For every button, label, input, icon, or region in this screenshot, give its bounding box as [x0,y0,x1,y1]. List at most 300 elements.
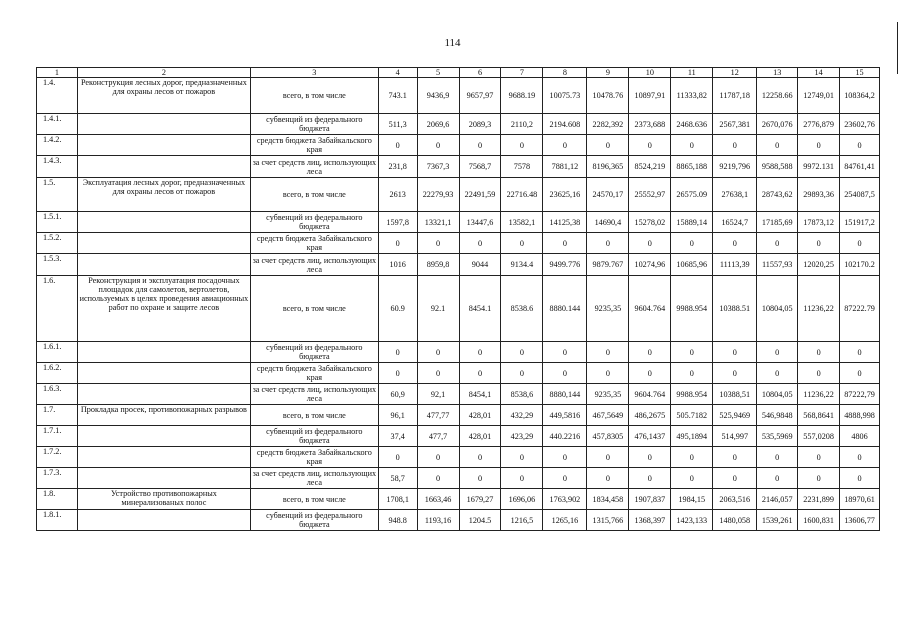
value-cell: 9988.954 [671,276,713,342]
value-cell: 9219,796 [713,156,757,178]
row-code: 1.5.2. [37,233,78,254]
value-cell: 0 [378,135,417,156]
value-cell: 0 [417,342,459,363]
value-cell: 0 [417,233,459,254]
value-cell: 449,5816 [543,405,587,426]
value-cell: 0 [671,135,713,156]
value-cell: 0 [587,342,629,363]
value-cell: 108364,2 [840,78,880,114]
value-cell: 1663,46 [417,489,459,510]
value-cell: 10804,05 [757,276,798,342]
value-cell: 11113,39 [713,254,757,276]
value-cell: 0 [459,363,501,384]
row-code: 1.6.3. [37,384,78,405]
page-number: 114 [444,37,461,49]
value-cell: 0 [840,135,880,156]
value-cell: 0 [459,135,501,156]
column-number-header: 1 [37,68,78,78]
value-cell: 2776,879 [798,114,840,135]
measure-name [77,468,250,489]
table-row [37,114,880,135]
value-cell: 428,01 [459,405,501,426]
value-cell: 2468.636 [671,114,713,135]
value-cell: 0 [713,468,757,489]
value-cell: 28743,62 [757,178,798,212]
value-cell: 0 [671,468,713,489]
row-code: 1.4. [37,78,78,114]
margin-edge-line [897,22,898,74]
value-cell: 0 [629,363,671,384]
row-code: 1.4.2. [37,135,78,156]
value-cell: 7578 [501,156,543,178]
value-cell: 1204.5 [459,510,501,531]
value-cell: 2110,2 [501,114,543,135]
measure-name [77,363,250,384]
table-row [37,156,880,178]
value-cell: 12020,25 [798,254,840,276]
value-cell: 9688.19 [501,78,543,114]
funding-source: средств бюджета Забайкальского края [250,233,378,254]
value-cell: 9604.764 [629,276,671,342]
value-cell: 0 [501,135,543,156]
value-cell: 7881,12 [543,156,587,178]
value-cell: 10388.51 [713,276,757,342]
value-cell: 0 [459,468,501,489]
value-cell: 1423,133 [671,510,713,531]
row-code: 1.6.2. [37,363,78,384]
funding-source: субвенций из федерального бюджета [250,212,378,233]
value-cell: 495,1894 [671,426,713,447]
measure-name [77,114,250,135]
funding-source: субвенций из федерального бюджета [250,114,378,135]
value-cell: 0 [587,135,629,156]
value-cell: 1016 [378,254,417,276]
row-code: 1.5.3. [37,254,78,276]
value-cell: 9604.764 [629,384,671,405]
funding-source: всего, в том числе [250,276,378,342]
value-cell: 9988.954 [671,384,713,405]
value-cell: 0 [543,363,587,384]
value-cell: 9879.767 [587,254,629,276]
value-cell: 0 [629,468,671,489]
column-number-header: 7 [501,68,543,78]
value-cell: 0 [713,363,757,384]
value-cell: 2231,899 [798,489,840,510]
value-cell: 0 [840,233,880,254]
value-cell: 231,8 [378,156,417,178]
value-cell: 0 [840,447,880,468]
value-cell: 7568,7 [459,156,501,178]
row-code: 1.7.3. [37,468,78,489]
value-cell: 17185,69 [757,212,798,233]
measure-name: Реконструкция и эксплуатация посадочных площадок для самолетов, вертолетов, используемых в целях проведения авиационных работ по охране и защите лесов [77,276,250,342]
value-cell: 9588,588 [757,156,798,178]
value-cell: 13447,6 [459,212,501,233]
column-number-header: 14 [798,68,840,78]
value-cell: 743.1 [378,78,417,114]
value-cell: 2089,3 [459,114,501,135]
value-cell: 1984,15 [671,489,713,510]
value-cell: 0 [378,363,417,384]
table-row [37,342,880,363]
value-cell: 432,29 [501,405,543,426]
value-cell: 0 [798,468,840,489]
value-cell: 15278,02 [629,212,671,233]
value-cell: 27638,1 [713,178,757,212]
funding-source: средств бюджета Забайкальского края [250,363,378,384]
value-cell: 0 [840,363,880,384]
funding-source: средств бюджета Забайкальского края [250,447,378,468]
value-cell: 9235,35 [587,384,629,405]
value-cell: 0 [671,447,713,468]
row-code: 1.4.1. [37,114,78,135]
funding-source: субвенций из федерального бюджета [250,342,378,363]
table-row [37,468,880,489]
value-cell: 10804,05 [757,384,798,405]
value-cell: 477,7 [417,426,459,447]
value-cell: 2373,688 [629,114,671,135]
value-cell: 511,3 [378,114,417,135]
value-cell: 2613 [378,178,417,212]
value-cell: 0 [378,447,417,468]
value-cell: 477,77 [417,405,459,426]
value-cell: 24570,17 [587,178,629,212]
value-cell: 557,0208 [798,426,840,447]
value-cell: 1679,27 [459,489,501,510]
value-cell: 0 [543,135,587,156]
measure-name: Эксплуатация лесных дорог, предназначенных для охраны лесов от пожаров [77,178,250,212]
value-cell: 29893,36 [798,178,840,212]
table-row [37,363,880,384]
value-cell: 0 [671,342,713,363]
column-number-header: 4 [378,68,417,78]
table-row [37,135,880,156]
value-cell: 0 [798,135,840,156]
value-cell: 0 [417,468,459,489]
value-cell: 1597,8 [378,212,417,233]
table-row [37,489,880,510]
value-cell: 10478.76 [587,78,629,114]
value-cell: 0 [757,447,798,468]
value-cell: 0 [501,447,543,468]
value-cell: 0 [840,468,880,489]
value-cell: 13582,1 [501,212,543,233]
value-cell: 1368,397 [629,510,671,531]
row-code: 1.8.1. [37,510,78,531]
value-cell: 8196,365 [587,156,629,178]
funding-source: субвенций из федерального бюджета [250,426,378,447]
value-cell: 467,5649 [587,405,629,426]
value-cell: 0 [587,447,629,468]
measure-name [77,254,250,276]
value-cell: 8454,1 [459,384,501,405]
funding-source: за счет средств лиц, использующих леса [250,156,378,178]
value-cell: 0 [501,363,543,384]
value-cell: 254087,5 [840,178,880,212]
value-cell: 11333,82 [671,78,713,114]
value-cell: 8524,219 [629,156,671,178]
value-cell: 1265,16 [543,510,587,531]
value-cell: 0 [629,135,671,156]
value-cell: 0 [417,135,459,156]
value-cell: 423,29 [501,426,543,447]
value-cell: 1763,902 [543,489,587,510]
value-cell: 0 [459,233,501,254]
column-number-header: 2 [77,68,250,78]
budget-table [36,67,880,531]
value-cell: 9657,97 [459,78,501,114]
table-row [37,426,880,447]
value-cell: 1216,5 [501,510,543,531]
value-cell: 2282,392 [587,114,629,135]
value-cell: 0 [757,468,798,489]
value-cell: 11236,22 [798,276,840,342]
value-cell: 8538.6 [501,276,543,342]
value-cell: 1708,1 [378,489,417,510]
table-row [37,178,880,212]
value-cell: 0 [840,342,880,363]
value-cell: 476,1437 [629,426,671,447]
value-cell: 8959,8 [417,254,459,276]
value-cell: 0 [671,363,713,384]
value-cell: 1907,837 [629,489,671,510]
value-cell: 0 [757,233,798,254]
table-header-row [37,68,880,78]
value-cell: 11787,18 [713,78,757,114]
column-number-header: 6 [459,68,501,78]
value-cell: 60,9 [378,384,417,405]
value-cell: 58,7 [378,468,417,489]
value-cell: 525,9469 [713,405,757,426]
funding-source: за счет средств лиц, использующих леса [250,254,378,276]
value-cell: 23602,76 [840,114,880,135]
value-cell: 1480,058 [713,510,757,531]
measure-name [77,342,250,363]
value-cell: 37,4 [378,426,417,447]
measure-name [77,233,250,254]
funding-source: субвенций из федерального бюджета [250,510,378,531]
row-code: 1.4.3. [37,156,78,178]
value-cell: 0 [501,342,543,363]
value-cell: 10274,96 [629,254,671,276]
value-cell: 14690,4 [587,212,629,233]
value-cell: 1193,16 [417,510,459,531]
column-number-header: 8 [543,68,587,78]
value-cell: 8538,6 [501,384,543,405]
value-cell: 1315,766 [587,510,629,531]
value-cell: 16524,7 [713,212,757,233]
column-number-header: 10 [629,68,671,78]
column-number-header: 13 [757,68,798,78]
value-cell: 0 [459,342,501,363]
value-cell: 0 [501,468,543,489]
funding-source: всего, в том числе [250,78,378,114]
value-cell: 0 [587,363,629,384]
value-cell: 0 [713,447,757,468]
value-cell: 440.2216 [543,426,587,447]
value-cell: 10685,96 [671,254,713,276]
funding-source: всего, в том числе [250,489,378,510]
value-cell: 0 [671,233,713,254]
value-cell: 9044 [459,254,501,276]
value-cell: 84761,41 [840,156,880,178]
row-code: 1.7.1. [37,426,78,447]
table-row [37,384,880,405]
value-cell: 8454.1 [459,276,501,342]
value-cell: 1539,261 [757,510,798,531]
value-cell: 2069,6 [417,114,459,135]
measure-name [77,212,250,233]
row-code: 1.8. [37,489,78,510]
value-cell: 0 [713,342,757,363]
value-cell: 9436,9 [417,78,459,114]
value-cell: 4806 [840,426,880,447]
value-cell: 12258.66 [757,78,798,114]
value-cell: 0 [587,468,629,489]
value-cell: 0 [378,342,417,363]
value-cell: 0 [587,233,629,254]
column-number-header: 5 [417,68,459,78]
measure-name [77,156,250,178]
value-cell: 568,8641 [798,405,840,426]
value-cell: 92.1 [417,276,459,342]
value-cell: 23625,16 [543,178,587,212]
table-row [37,254,880,276]
table-row [37,78,880,114]
value-cell: 0 [543,342,587,363]
value-cell: 22491,59 [459,178,501,212]
value-cell: 10897,91 [629,78,671,114]
column-number-header: 12 [713,68,757,78]
value-cell: 60.9 [378,276,417,342]
value-cell: 2194.608 [543,114,587,135]
column-number-header: 11 [671,68,713,78]
measure-name: Прокладка просек, противопожарных разрывов [77,405,250,426]
value-cell: 0 [798,447,840,468]
value-cell: 457,8305 [587,426,629,447]
value-cell: 486,2675 [629,405,671,426]
table-row [37,276,880,342]
value-cell: 22716.48 [501,178,543,212]
funding-source: за счет средств лиц, использующих леса [250,384,378,405]
value-cell: 0 [713,135,757,156]
value-cell: 0 [757,363,798,384]
value-cell: 1834,458 [587,489,629,510]
value-cell: 151917,2 [840,212,880,233]
value-cell: 9499.776 [543,254,587,276]
value-cell: 13321,1 [417,212,459,233]
value-cell: 0 [459,447,501,468]
value-cell: 0 [757,342,798,363]
value-cell: 2063,516 [713,489,757,510]
value-cell: 0 [757,135,798,156]
column-number-header: 3 [250,68,378,78]
value-cell: 0 [798,342,840,363]
value-cell: 9235,35 [587,276,629,342]
funding-source: всего, в том числе [250,178,378,212]
value-cell: 0 [713,233,757,254]
value-cell: 10388,51 [713,384,757,405]
value-cell: 0 [501,233,543,254]
value-cell: 13606,77 [840,510,880,531]
value-cell: 92,1 [417,384,459,405]
value-cell: 1696,06 [501,489,543,510]
value-cell: 0 [629,233,671,254]
value-cell: 22279,93 [417,178,459,212]
table-row [37,212,880,233]
row-code: 1.6. [37,276,78,342]
value-cell: 4888,998 [840,405,880,426]
row-code: 1.6.1. [37,342,78,363]
value-cell: 96,1 [378,405,417,426]
column-number-header: 15 [840,68,880,78]
value-cell: 8865,188 [671,156,713,178]
value-cell: 8880.144 [543,276,587,342]
value-cell: 428,01 [459,426,501,447]
value-cell: 0 [543,447,587,468]
value-cell: 0 [417,363,459,384]
table-row [37,405,880,426]
measure-name: Реконструкция лесных дорог, предназначенных для охраны лесов от пожаров [77,78,250,114]
row-code: 1.5. [37,178,78,212]
column-number-header: 9 [587,68,629,78]
value-cell: 10075.73 [543,78,587,114]
value-cell: 9134.4 [501,254,543,276]
measure-name: Устройство противопожарных минерализованых полос [77,489,250,510]
value-cell: 0 [543,233,587,254]
measure-name [77,384,250,405]
value-cell: 1600,831 [798,510,840,531]
measure-name [77,447,250,468]
value-cell: 12749,01 [798,78,840,114]
value-cell: 0 [417,447,459,468]
measure-name [77,510,250,531]
value-cell: 505.7182 [671,405,713,426]
value-cell: 0 [629,447,671,468]
value-cell: 26575.09 [671,178,713,212]
value-cell: 9972.131 [798,156,840,178]
value-cell: 0 [798,233,840,254]
row-code: 1.7.2. [37,447,78,468]
value-cell: 2146,057 [757,489,798,510]
value-cell: 535,5969 [757,426,798,447]
value-cell: 948.8 [378,510,417,531]
funding-source: средств бюджета Забайкальского края [250,135,378,156]
value-cell: 2670,076 [757,114,798,135]
value-cell: 7367,3 [417,156,459,178]
value-cell: 102170.2 [840,254,880,276]
value-cell: 546,9848 [757,405,798,426]
value-cell: 87222.79 [840,276,880,342]
value-cell: 8880,144 [543,384,587,405]
value-cell: 2567,381 [713,114,757,135]
funding-source: всего, в том числе [250,405,378,426]
value-cell: 11557,93 [757,254,798,276]
table-row [37,447,880,468]
value-cell: 0 [543,468,587,489]
table-row [37,510,880,531]
value-cell: 11236,22 [798,384,840,405]
value-cell: 17873,12 [798,212,840,233]
value-cell: 18970,61 [840,489,880,510]
value-cell: 14125,38 [543,212,587,233]
row-code: 1.5.1. [37,212,78,233]
funding-source: за счет средств лиц, использующих леса [250,468,378,489]
value-cell: 0 [378,233,417,254]
measure-name [77,426,250,447]
value-cell: 0 [798,363,840,384]
row-code: 1.7. [37,405,78,426]
